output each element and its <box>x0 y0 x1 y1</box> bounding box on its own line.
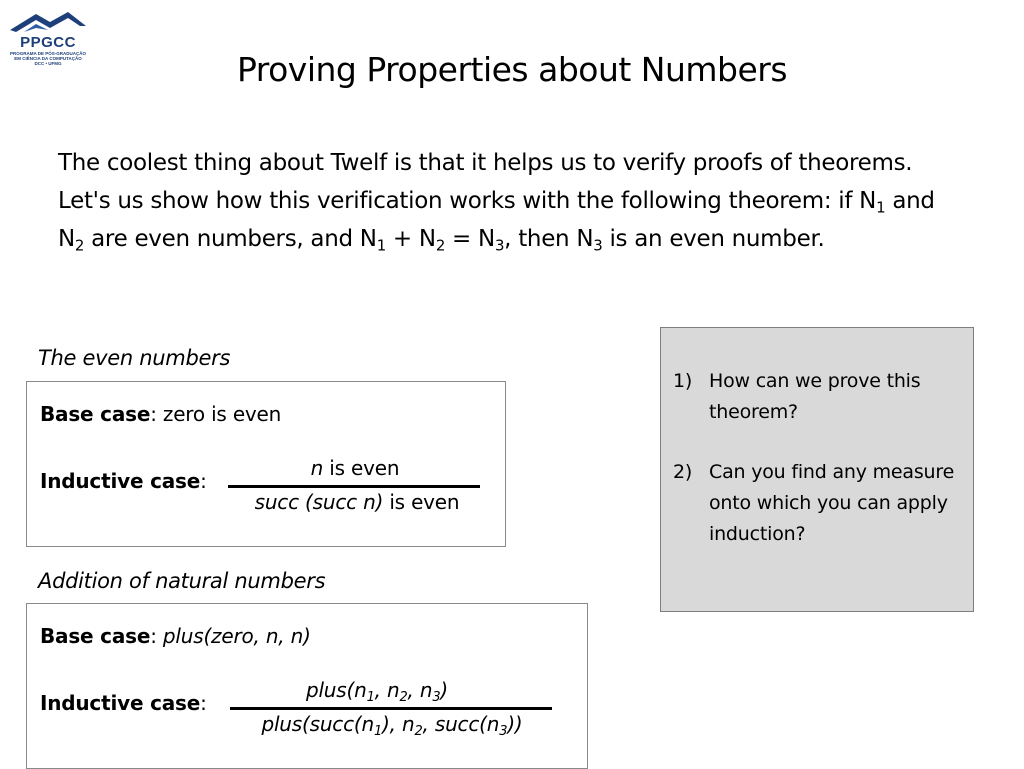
question-text: How can we prove this theorem? <box>709 370 921 423</box>
addition-inference-bar <box>230 707 552 710</box>
questions-list <box>673 366 963 579</box>
addition-inductive-label: Inductive case: <box>40 691 207 715</box>
addition-label: Addition of natural numbers <box>38 569 326 593</box>
logo-name: PPGCC <box>20 34 76 51</box>
even-numbers-label: The even numbers <box>38 346 231 370</box>
question-text: Can you find any measure onto which you can apply induction? <box>709 461 955 545</box>
question-number: 2) <box>673 461 693 483</box>
question-number: 1) <box>673 370 693 392</box>
questions-box <box>660 327 974 612</box>
even-conclusion: succ (succ n) is even <box>254 490 460 514</box>
question-item <box>673 457 963 550</box>
logo-subtitle-line: PROGRAMA DE PÓS-GRADUAÇÃO <box>9 51 87 56</box>
intro-paragraph: The coolest thing about Twelf is that it helps us to verify proofs of theorems. Let's us show how this verification works with the following theorem: if $N_1$ and $N_2$ are even numbers, and $N_1 + N_2 = N_3$, then $N_3$ is an even number. <box>58 150 935 255</box>
even-inductive-label: Inductive case: <box>40 469 207 493</box>
even-inference-bar <box>228 485 480 488</box>
logo-subtitle-line: DCC • UFMG <box>34 61 62 66</box>
logo-subtitle-line: EM CIÊNCIA DA COMPUTAÇÃO <box>14 56 82 61</box>
slide-title: Proving Properties about Numbers <box>236 50 788 89</box>
addition-base-case: Base case: plus(zero, n, n) <box>40 624 311 648</box>
addition-premise: $plus(n_1$, $n_2$, $n_3$) <box>305 678 449 705</box>
even-base-case: Base case: zero is even <box>40 402 282 426</box>
even-premise: n is even <box>310 456 400 480</box>
question-item <box>673 366 963 428</box>
addition-box <box>26 603 588 769</box>
even-numbers-box <box>26 381 506 547</box>
addition-conclusion: $plus(succ(n_1)$, $n_2$, $succ(n_3)$) <box>261 712 523 739</box>
